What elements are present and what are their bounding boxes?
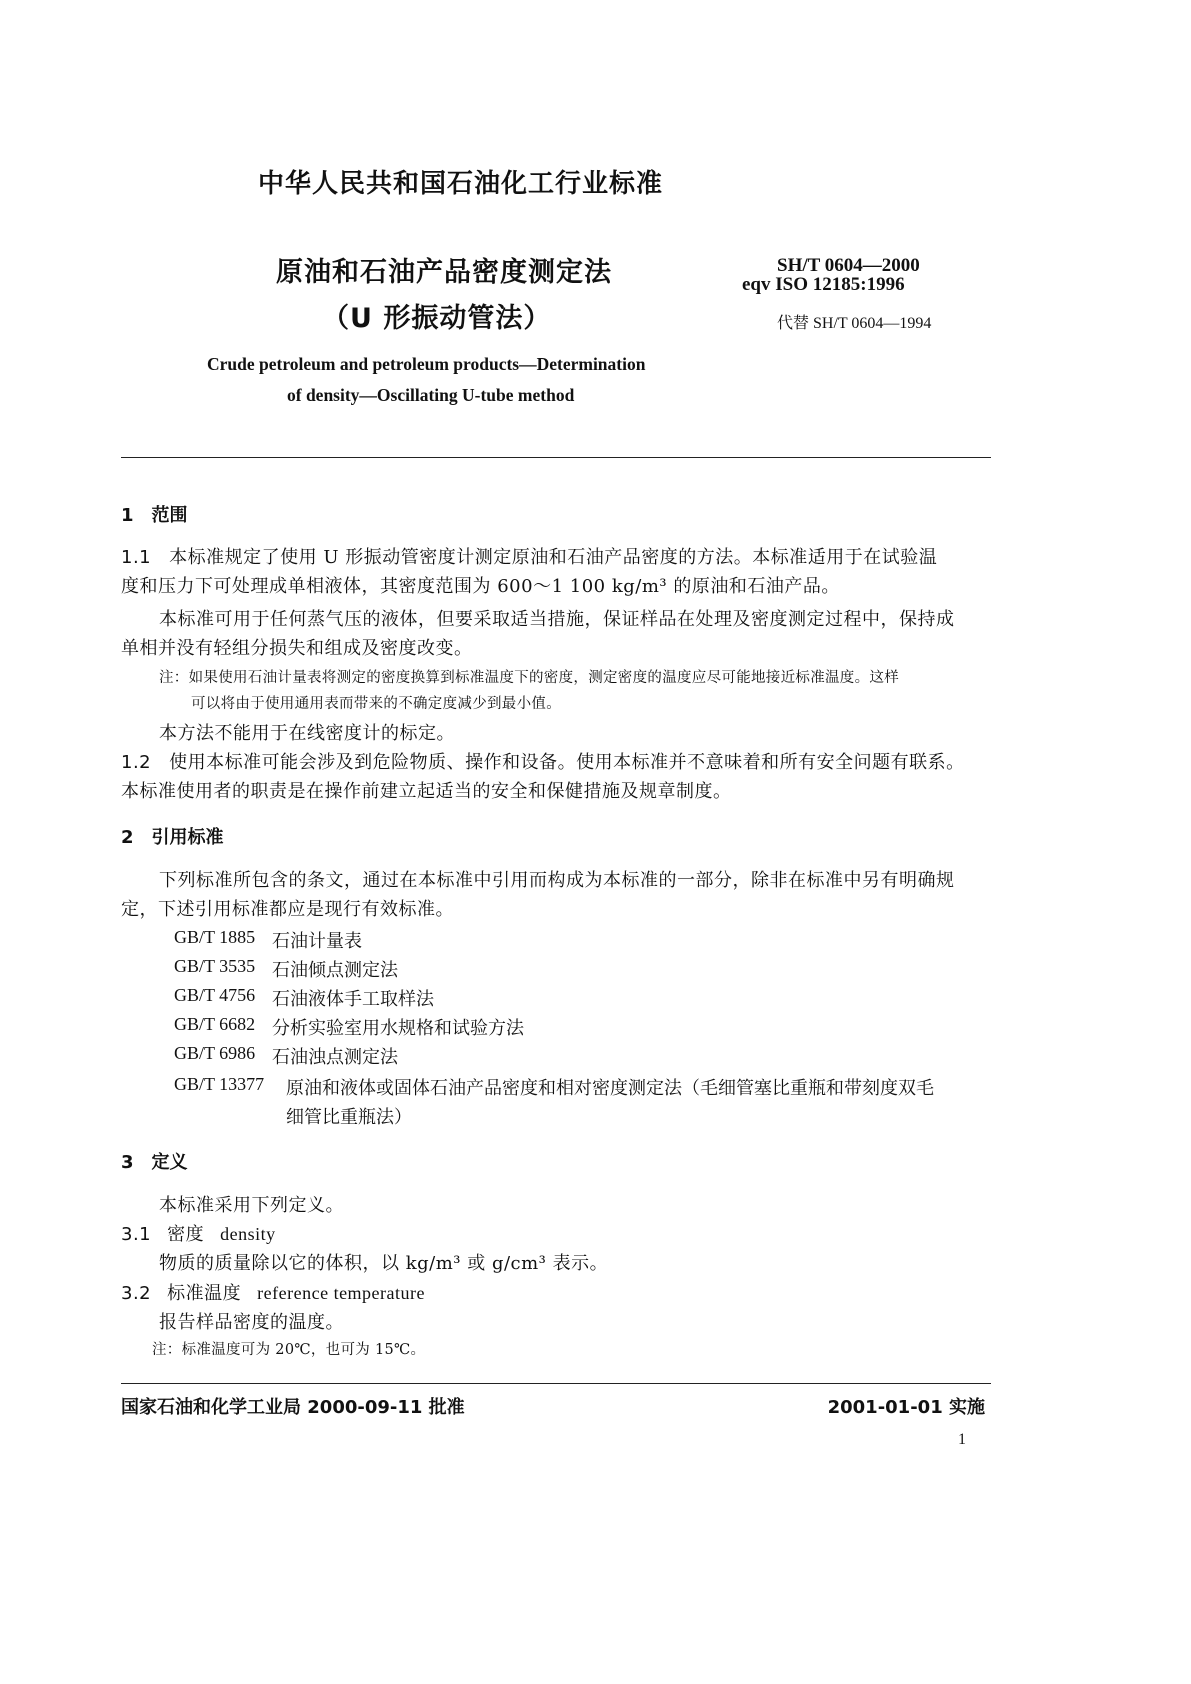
definition-3-2-term: 标准温度 bbox=[167, 1283, 242, 1304]
definition-3-1-term: 密度 bbox=[167, 1224, 205, 1245]
definition-3-2-english: reference temperature bbox=[257, 1283, 426, 1303]
ref-title: 石油倾点测定法 bbox=[272, 960, 398, 981]
standard-code: SH/T 0604—2000 bbox=[777, 255, 920, 276]
ref-title: 石油液体手工取样法 bbox=[272, 989, 434, 1010]
section3-intro: 本标准采用下列定义。 bbox=[159, 1195, 344, 1216]
approval-line: 国家石油和化学工业局 2000-09-11 批准 bbox=[121, 1397, 465, 1418]
paragraph-3: 本方法不能用于在线密度计的标定。 bbox=[159, 723, 455, 744]
page-number: 1 bbox=[958, 1431, 966, 1448]
implementation-date: 2001-01-01 实施 bbox=[827, 1397, 985, 1418]
ref-title-last-line1: 原油和液体或固体石油产品密度和相对密度测定法（毛细管塞比重瓶和带刻度双毛 bbox=[286, 1078, 934, 1099]
header-rule bbox=[121, 457, 991, 458]
paragraph-2-line2: 单相并没有轻组分损失和组成及密度改变。 bbox=[121, 638, 473, 659]
note-1-line2: 可以将由于使用通用表而带来的不确定度减少到最小值。 bbox=[191, 696, 561, 712]
ref-code: GB/T 4756 bbox=[174, 985, 256, 1005]
ref-code-last: GB/T 13377 bbox=[174, 1074, 265, 1094]
section1-heading-number: 1 bbox=[121, 505, 134, 526]
section2-heading bbox=[121, 823, 224, 849]
ref-title: 石油浊点测定法 bbox=[272, 1047, 398, 1068]
clause-1-2-line2: 本标准使用者的职责是在操作前建立起适当的安全和保健措施及规章制度。 bbox=[121, 781, 732, 802]
definition-3-2-number: 3.2 bbox=[121, 1283, 152, 1304]
clause-1-1-line2: 度和压力下可处理成单相液体，其密度范围为 600～1 100 kg/m³ 的原油和石油产品。 bbox=[121, 576, 840, 597]
ref-title: 分析实验室用水规格和试验方法 bbox=[272, 1018, 524, 1039]
title-cn-line1: 原油和石油产品密度测定法 bbox=[276, 257, 612, 288]
section2-intro-line2: 定，下述引用标准都应是现行有效标准。 bbox=[121, 899, 454, 920]
clause-1-1-text-line1: 本标准规定了使用 U 形振动管密度计测定原油和石油产品密度的方法。本标准适用于在试验温 bbox=[169, 547, 938, 568]
standard-type: 中华人民共和国石油化工行业标准 bbox=[258, 169, 664, 199]
ref-code: GB/T 3535 bbox=[174, 956, 256, 976]
definition-3-2-text: 报告样品密度的温度。 bbox=[159, 1312, 344, 1333]
ref-title-last-line2: 细管比重瓶法） bbox=[286, 1107, 412, 1128]
clause-1-1-line1 bbox=[121, 543, 937, 569]
section1-heading bbox=[121, 501, 188, 527]
section3-heading bbox=[121, 1148, 188, 1174]
title-en-line1: Crude petroleum and petroleum products—Determination bbox=[207, 354, 646, 374]
ref-title: 石油计量表 bbox=[272, 931, 362, 952]
definition-3-1-english: density bbox=[220, 1224, 276, 1244]
clause-1-2-text-line1: 使用本标准可能会涉及到危险物质、操作和设备。使用本标准并不意味着和所有安全问题有联系。 bbox=[169, 752, 965, 773]
section2-intro-line1: 下列标准所包含的条文，通过在本标准中引用而构成为本标准的一部分，除非在标准中另有明确规 bbox=[159, 870, 955, 891]
definition-3-1-number: 3.1 bbox=[121, 1224, 152, 1245]
clause-1-2-number: 1.2 bbox=[121, 752, 152, 773]
ref-code: GB/T 6986 bbox=[174, 1043, 256, 1063]
title-cn-line2: （U 形振动管法） bbox=[322, 303, 552, 334]
section1-heading-text: 范围 bbox=[151, 505, 188, 526]
footer-rule bbox=[121, 1383, 991, 1384]
definition-3-1-text: 物质的质量除以它的体积，以 kg/m³ 或 g/cm³ 表示。 bbox=[159, 1253, 609, 1274]
clause-1-1-number: 1.1 bbox=[121, 547, 152, 568]
definition-3-2 bbox=[121, 1279, 425, 1305]
ref-code: GB/T 1885 bbox=[174, 927, 256, 947]
section3-heading-number: 3 bbox=[121, 1152, 134, 1173]
section3-heading-text: 定义 bbox=[151, 1152, 188, 1173]
note-1-line1: 注：如果使用石油计量表将测定的密度换算到标准温度下的密度，测定密度的温度应尽可能地接近标准温度。这样 bbox=[159, 670, 899, 686]
note-3: 注：标准温度可为 20℃，也可为 15℃。 bbox=[152, 1342, 426, 1358]
section2-heading-number: 2 bbox=[121, 827, 134, 848]
paragraph-2-line1: 本标准可用于任何蒸气压的液体，但要采取适当措施，保证样品在处理及密度测定过程中，保持成 bbox=[159, 609, 955, 630]
clause-1-2-line1 bbox=[121, 748, 965, 774]
replaces-code: 代替 SH/T 0604—1994 bbox=[777, 315, 932, 332]
eqv-code: eqv ISO 12185:1996 bbox=[742, 274, 905, 295]
section2-heading-text: 引用标准 bbox=[151, 827, 224, 848]
title-en-line2: of density—Oscillating U-tube method bbox=[287, 385, 575, 405]
ref-code: GB/T 6682 bbox=[174, 1014, 256, 1034]
definition-3-1 bbox=[121, 1220, 276, 1246]
